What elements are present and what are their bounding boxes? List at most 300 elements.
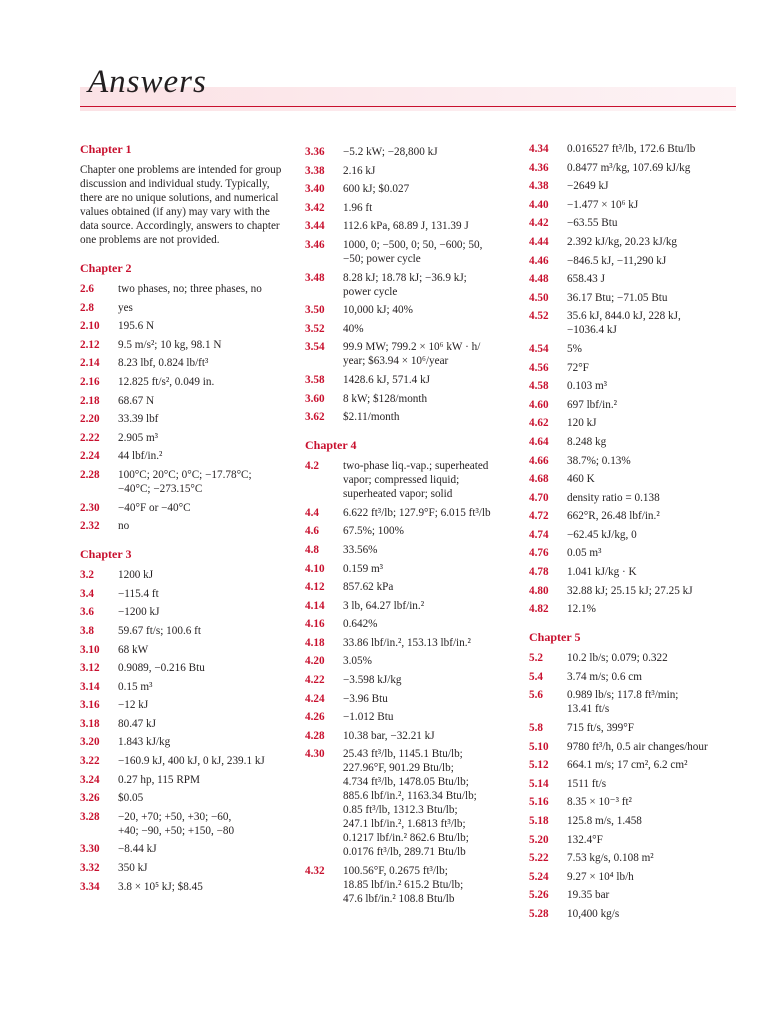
answer-text: 120 kJ [567, 417, 597, 430]
answer-row [80, 282, 290, 296]
problem-number: 2.8 [80, 301, 94, 314]
answer-text: 132.4°F [567, 833, 603, 846]
answer-row [80, 661, 290, 675]
problem-number: 2.32 [80, 520, 100, 533]
answer-text: 1.041 kJ/kg · K [567, 566, 637, 579]
answer-row [529, 888, 739, 902]
problem-number: 4.60 [529, 398, 549, 411]
answer-text: $0.05 [118, 792, 144, 805]
answer-row [80, 842, 290, 856]
answer-row [305, 459, 515, 501]
problem-number: 3.8 [80, 624, 94, 637]
answer-text: −2649 kJ [567, 180, 609, 193]
problem-number: 4.82 [529, 603, 549, 616]
answer-text: 36.17 Btu; −71.05 Btu [567, 291, 668, 304]
answer-text: 99.9 MW; 799.2 × 10⁶ kW · h/ year; $63.94 × 10⁶/year [343, 341, 481, 368]
answer-text: 857.62 kPa [343, 581, 394, 594]
answer-text: 2.16 kJ [343, 164, 376, 177]
problem-number: 4.44 [529, 235, 549, 248]
answer-text: 350 kJ [118, 862, 148, 875]
answer-text: 0.9089, −0.216 Btu [118, 662, 205, 675]
answer-row [529, 688, 739, 716]
answer-text: 112.6 kPa, 68.89 J, 131.39 J [343, 220, 469, 233]
answer-text: 1.843 kJ/kg [118, 736, 171, 749]
problem-number: 2.20 [80, 413, 100, 426]
answer-text: two-phase liq.-vap.; superheated vapor; compressed liquid; superheated vapor; solid [343, 460, 489, 501]
answer-row [529, 546, 739, 560]
answer-text: −8.44 kJ [118, 843, 157, 856]
problem-number: 3.58 [305, 373, 325, 386]
answer-text: 715 ft/s, 399°F [567, 722, 634, 735]
problem-number: 3.54 [305, 341, 325, 354]
problem-number: 4.54 [529, 342, 549, 355]
problem-number: 4.28 [305, 729, 325, 742]
answer-text: 8.28 kJ; 18.78 kJ; −36.9 kJ; power cycle [343, 271, 467, 298]
chapter-heading: Chapter 4 [305, 438, 357, 453]
problem-number: 4.56 [529, 361, 549, 374]
answer-row [80, 624, 290, 638]
answer-text: 12.825 ft/s², 0.049 in. [118, 375, 215, 388]
problem-number: 4.14 [305, 599, 325, 612]
answer-row [305, 506, 515, 520]
answer-row [529, 361, 739, 375]
answer-row [80, 791, 290, 805]
answer-row [305, 654, 515, 668]
answer-text: yes [118, 301, 133, 314]
answer-row [305, 238, 515, 266]
answer-text: 10,000 kJ; 40% [343, 304, 413, 317]
answer-text: 25.43 ft³/lb, 1145.1 Btu/lb; 227.96°F, 901.29 Btu/lb; 4.734 ft³/lb, 1478.05 Btu/lb; 885.6 lbf/in.², 1163.34 Btu/lb; 0.85 ft³/lb, 1312.3 Btu/lb; 247.1 lbf/in.², 1.6813 ft³/lb; 0.1217 lbf/in.² 862.6 Btu/lb; 0.0176 ft³/lb, 289.71 Btu/lb [343, 748, 477, 859]
answers-column-1 [80, 142, 290, 898]
problem-number: 4.18 [305, 636, 325, 649]
chapter-heading: Chapter 5 [529, 630, 581, 645]
problem-number: 4.46 [529, 254, 549, 267]
answer-row [80, 643, 290, 657]
problem-number: 5.26 [529, 889, 549, 902]
answer-row [529, 161, 739, 175]
answer-text: 0.8477 m³/kg, 107.69 kJ/kg [567, 161, 691, 174]
answer-text: 8.23 lbf, 0.824 lb/ft³ [118, 357, 209, 370]
answer-row [529, 670, 739, 684]
answer-row [305, 599, 515, 613]
answer-text: 460 K [567, 473, 595, 486]
problem-number: 3.32 [80, 862, 100, 875]
problem-number: 3.62 [305, 411, 325, 424]
answer-text: 1200 kJ [118, 569, 154, 582]
problem-number: 5.8 [529, 722, 543, 735]
problem-number: 3.6 [80, 606, 94, 619]
problem-number: 3.50 [305, 304, 325, 317]
problem-number: 4.68 [529, 473, 549, 486]
answer-text: 35.6 kJ, 844.0 kJ, 228 kJ, −1036.4 kJ [567, 310, 681, 337]
problem-number: 4.8 [305, 543, 319, 556]
answer-text: 1.96 ft [343, 201, 373, 214]
problem-number: 4.52 [529, 310, 549, 323]
answer-text: −40°F or −40°C [118, 501, 191, 514]
answer-text: 38.7%; 0.13% [567, 454, 631, 467]
answer-text: −5.2 kW; −28,800 kJ [343, 146, 438, 158]
problem-number: 2.10 [80, 320, 100, 333]
problem-number: 3.20 [80, 736, 100, 749]
answer-row [529, 814, 739, 828]
answer-text: 100.56°F, 0.2675 ft³/lb; 18.85 lbf/in.² 615.2 Btu/lb; 47.6 lbf/in.² 108.8 Btu/lb [343, 865, 464, 906]
problem-number: 4.40 [529, 198, 549, 211]
answer-row [305, 562, 515, 576]
chapter-heading: Chapter 1 [80, 142, 132, 156]
problem-number: 4.72 [529, 510, 549, 523]
answer-text: 68 kW [118, 643, 149, 656]
answer-text: −20, +70; +50, +30; −60, +40; −90, +50; +150, −80 [118, 810, 235, 837]
problem-number: 2.22 [80, 431, 100, 444]
answer-row [80, 356, 290, 370]
answer-text: 33.39 lbf [118, 413, 159, 426]
answer-row [529, 651, 739, 665]
problem-number: 4.74 [529, 528, 549, 541]
problem-number: 5.10 [529, 740, 549, 753]
problem-number: 4.64 [529, 435, 549, 448]
answer-text: −1.477 × 10⁶ kJ [567, 198, 639, 211]
answer-text: 19.35 bar [567, 889, 610, 902]
answer-row [305, 636, 515, 650]
answer-row [80, 717, 290, 731]
answer-row [529, 379, 739, 393]
answer-text: 0.016527 ft³/lb, 172.6 Btu/lb [567, 143, 696, 155]
answer-text: 0.989 lb/s; 117.8 ft³/min; 13.41 ft/s [567, 689, 679, 716]
answer-row [529, 851, 739, 865]
answer-text: 40% [343, 322, 364, 335]
answer-text: 2.392 kJ/kg, 20.23 kJ/kg [567, 235, 678, 248]
answer-text: 3.74 m/s; 0.6 cm [567, 670, 642, 683]
answer-row [305, 729, 515, 743]
problem-number: 4.26 [305, 711, 325, 724]
problem-number: 2.6 [80, 283, 94, 295]
answer-text: 9.5 m/s²; 10 kg, 98.1 N [118, 338, 222, 351]
problem-number: 3.46 [305, 238, 325, 251]
answer-text: 33.86 lbf/in.², 153.13 lbf/in.² [343, 636, 471, 649]
answer-text: 9780 ft³/h, 0.5 air changes/hour [567, 740, 708, 753]
answer-row [80, 605, 290, 619]
answer-text: 1511 ft/s [567, 777, 607, 790]
problem-number: 2.28 [80, 468, 100, 481]
problem-number: 3.28 [80, 810, 100, 823]
answer-row [305, 747, 515, 859]
answer-text: 68.67 N [118, 394, 155, 407]
problem-number: 3.16 [80, 699, 100, 712]
answer-row [529, 777, 739, 791]
answer-text: 8.35 × 10⁻³ ft² [567, 796, 632, 809]
answer-text: 100°C; 20°C; 0°C; −17.78°C; −40°C; −273.15°C [118, 468, 252, 495]
answer-text: two phases, no; three phases, no [118, 283, 262, 295]
answer-text: 3.8 × 10⁵ kJ; $8.45 [118, 880, 203, 893]
answer-row [305, 580, 515, 594]
answer-row [305, 392, 515, 406]
answer-row [305, 864, 515, 906]
problem-number: 2.24 [80, 450, 100, 463]
answer-text: −115.4 ft [118, 587, 159, 600]
problem-number: 3.18 [80, 717, 100, 730]
page-title: Answers [88, 64, 207, 100]
answer-text: 5% [567, 342, 582, 355]
answer-text: −3.598 kJ/kg [343, 674, 402, 687]
answer-row [529, 491, 739, 505]
problem-number: 3.44 [305, 220, 325, 233]
problem-number: 3.30 [80, 843, 100, 856]
answer-row [305, 201, 515, 215]
answer-row [80, 338, 290, 352]
answer-text: 10.2 lb/s; 0.079; 0.322 [567, 652, 668, 665]
answer-row [305, 164, 515, 178]
answer-row [305, 617, 515, 631]
answer-row [529, 907, 739, 921]
answer-row [529, 398, 739, 412]
answer-text: 10.38 bar, −32.21 kJ [343, 729, 435, 742]
problem-number: 3.4 [80, 587, 94, 600]
answer-text: −12 kJ [118, 699, 149, 712]
answer-text: 1000, 0; −500, 0; 50, −600; 50, −50; power cycle [343, 238, 483, 265]
answer-text: −63.55 Btu [567, 217, 618, 230]
problem-number: 3.48 [305, 271, 325, 284]
answer-row [529, 235, 739, 249]
problem-number: 2.12 [80, 338, 100, 351]
problem-number: 3.34 [80, 880, 100, 893]
problem-number: 5.18 [529, 815, 549, 827]
answer-text: 6.622 ft³/lb; 127.9°F; 6.015 ft³/lb [343, 506, 491, 519]
problem-number: 4.66 [529, 454, 549, 467]
answer-row [529, 870, 739, 884]
answer-row [80, 519, 290, 533]
problem-number: 4.4 [305, 506, 319, 519]
problem-number: 5.28 [529, 907, 549, 920]
problem-number: 2.14 [80, 357, 100, 370]
problem-number: 4.24 [305, 692, 325, 705]
answer-text: 72°F [567, 361, 589, 374]
answer-row [529, 342, 739, 356]
answer-text: 664.1 m/s; 17 cm², 6.2 cm² [567, 759, 688, 772]
answer-row [80, 568, 290, 582]
answer-row [305, 322, 515, 336]
answers-column-3 [529, 142, 739, 926]
problem-number: 4.62 [529, 417, 549, 430]
problem-number: 5.20 [529, 833, 549, 846]
answer-text: 10,400 kg/s [567, 907, 620, 920]
answer-row [529, 833, 739, 847]
answer-text: 7.53 kg/s, 0.108 m² [567, 852, 654, 865]
answer-text: 9.27 × 10⁴ lb/h [567, 870, 634, 883]
answer-row [80, 394, 290, 408]
answer-text: −160.9 kJ, 400 kJ, 0 kJ, 239.1 kJ [118, 755, 265, 768]
answer-text: 2.905 m³ [118, 431, 159, 444]
problem-number: 5.4 [529, 670, 543, 683]
answer-row [529, 142, 739, 156]
problem-number: 5.6 [529, 689, 543, 702]
answer-text: 0.27 hp, 115 RPM [118, 773, 200, 786]
answer-row [305, 303, 515, 317]
problem-number: 3.36 [305, 146, 325, 158]
answer-row [80, 880, 290, 894]
answer-row [529, 795, 739, 809]
answer-row [529, 472, 739, 486]
problem-number: 4.34 [529, 143, 549, 155]
answer-text: −1.012 Btu [343, 711, 394, 724]
answer-row [529, 758, 739, 772]
problem-number: 3.52 [305, 322, 325, 335]
answer-row [305, 673, 515, 687]
answer-text: 80.47 kJ [118, 717, 156, 730]
answer-row [529, 216, 739, 230]
answer-row [305, 373, 515, 387]
answer-row [305, 710, 515, 724]
answer-row [529, 565, 739, 579]
answer-row [529, 509, 739, 523]
problem-number: 4.42 [529, 217, 549, 230]
answer-row [529, 740, 739, 754]
problem-number: 4.16 [305, 618, 325, 631]
problem-number: 5.2 [529, 652, 543, 665]
answer-text: 3 lb, 64.27 lbf/in.² [343, 599, 425, 612]
answer-row [305, 182, 515, 196]
problem-number: 4.70 [529, 491, 549, 504]
answer-text: 33.56% [343, 543, 378, 556]
answer-row [80, 412, 290, 426]
answer-text: 32.88 kJ; 25.15 kJ; 27.25 kJ [567, 584, 693, 597]
answer-row [529, 435, 739, 449]
answer-row [529, 602, 739, 616]
answer-text: 658.43 J [567, 273, 605, 286]
problem-number: 3.40 [305, 183, 325, 196]
answer-text: −1200 kJ [118, 606, 160, 619]
answer-text: −62.45 kJ/kg, 0 [567, 528, 637, 541]
problem-number: 3.12 [80, 662, 100, 675]
problem-number: 4.80 [529, 584, 549, 597]
problem-number: 4.10 [305, 562, 325, 575]
answer-row [80, 375, 290, 389]
answer-text: density ratio = 0.138 [567, 491, 660, 504]
answer-text: 0.642% [343, 618, 378, 631]
answer-text: −846.5 kJ, −11,290 kJ [567, 254, 667, 267]
problem-number: 3.24 [80, 773, 100, 786]
answer-row [80, 735, 290, 749]
title-rule [80, 106, 736, 107]
answer-row [80, 754, 290, 768]
problem-number: 4.78 [529, 566, 549, 579]
problem-number: 4.50 [529, 291, 549, 304]
answer-row [529, 584, 739, 598]
problem-number: 3.42 [305, 201, 325, 214]
problem-number: 4.38 [529, 180, 549, 193]
answer-row [529, 309, 739, 337]
answer-row [529, 291, 739, 305]
problem-number: 5.16 [529, 796, 549, 809]
chapter-heading: Chapter 3 [80, 547, 132, 562]
answer-text: 0.103 m³ [567, 380, 608, 393]
answer-text: 3.05% [343, 655, 372, 668]
problem-number: 4.22 [305, 674, 325, 687]
answer-row [80, 431, 290, 445]
answer-row [80, 773, 290, 787]
answer-text: 0.05 m³ [567, 547, 602, 560]
answer-row [80, 680, 290, 694]
answer-row [80, 301, 290, 315]
answer-text: 600 kJ; $0.027 [343, 183, 410, 196]
answer-row [305, 543, 515, 557]
problem-number: 5.22 [529, 852, 549, 865]
answer-row [305, 145, 515, 159]
answer-text: 67.5%; 100% [343, 525, 404, 538]
answer-text: 662°R, 26.48 lbf/in.² [567, 510, 660, 523]
problem-number: 2.30 [80, 501, 100, 514]
answer-text: 12.1% [567, 603, 596, 616]
problem-number: 4.20 [305, 655, 325, 668]
answer-text: 59.67 ft/s; 100.6 ft [118, 624, 201, 637]
answer-row [80, 698, 290, 712]
problem-number: 3.22 [80, 755, 100, 768]
answer-row [305, 271, 515, 299]
problem-number: 4.58 [529, 380, 549, 393]
answer-row [305, 524, 515, 538]
problem-number: 3.60 [305, 392, 325, 405]
problem-number: 5.12 [529, 759, 549, 772]
answer-text: −3.96 Btu [343, 692, 388, 705]
problem-number: 4.30 [305, 748, 325, 761]
chapter-heading: Chapter 2 [80, 261, 132, 275]
problem-number: 5.24 [529, 870, 549, 883]
answer-row [529, 454, 739, 468]
chapter-note: Chapter one problems are intended for group discussion and individual study. Typically, there are no unique solutions, and numerical values obtained (if any) may vary with the data source. Accordingly, answers to chapter one problems are not provided. [80, 164, 282, 246]
answer-text: 1428.6 kJ, 571.4 kJ [343, 373, 431, 386]
answer-text: 8.248 kg [567, 435, 607, 448]
problem-number: 4.2 [305, 460, 319, 473]
answer-row [529, 272, 739, 286]
problem-number: 3.26 [80, 792, 100, 805]
answer-row [529, 721, 739, 735]
problem-number: 4.32 [305, 865, 325, 878]
answer-row [529, 179, 739, 193]
answers-column-2 [305, 145, 515, 911]
problem-number: 3.10 [80, 643, 100, 656]
answer-row [80, 468, 290, 496]
answer-row [305, 692, 515, 706]
answer-row [80, 501, 290, 515]
problem-number: 4.6 [305, 525, 319, 538]
answer-row [305, 410, 515, 424]
answer-text: 8 kW; $128/month [343, 392, 428, 405]
problem-number: 4.36 [529, 161, 549, 174]
answer-text: 125.8 m/s, 1.458 [567, 815, 642, 827]
answer-row [305, 219, 515, 233]
problem-number: 5.14 [529, 777, 549, 790]
answer-row [529, 416, 739, 430]
answer-text: 697 lbf/in.² [567, 398, 617, 411]
problem-number: 3.14 [80, 680, 100, 693]
problem-number: 4.12 [305, 581, 325, 594]
answer-row [80, 861, 290, 875]
problem-number: 3.38 [305, 164, 325, 177]
problem-number: 2.16 [80, 375, 100, 388]
answer-text: no [118, 520, 130, 533]
answer-row [529, 254, 739, 268]
problem-number: 4.76 [529, 547, 549, 560]
problem-number: 4.48 [529, 273, 549, 286]
problem-number: 2.18 [80, 394, 100, 407]
answer-row [80, 810, 290, 838]
answer-row [529, 528, 739, 542]
answer-text: 44 lbf/in.² [118, 450, 163, 463]
answer-row [305, 340, 515, 368]
answer-text: 0.15 m³ [118, 680, 153, 693]
answer-text: 0.159 m³ [343, 562, 384, 575]
answer-text: $2.11/month [343, 411, 400, 424]
answer-row [80, 587, 290, 601]
